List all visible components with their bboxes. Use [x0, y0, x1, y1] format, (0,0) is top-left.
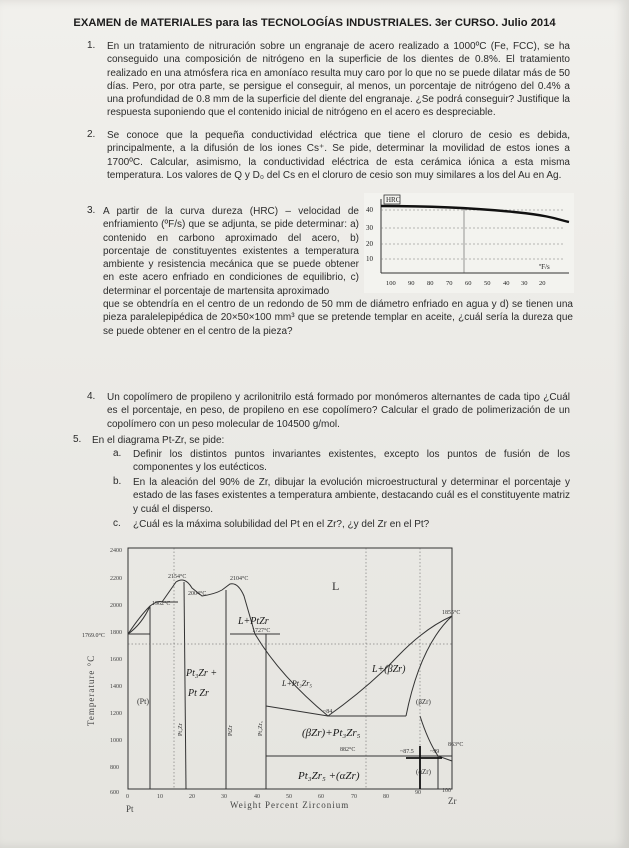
region-pt: (Pt) [137, 697, 149, 706]
pt3zr-line [184, 582, 186, 789]
temp-2104: 2104°C [230, 576, 249, 582]
region-azr: (αZr) [416, 768, 431, 776]
hardness-xtick-90: 90 [408, 280, 415, 287]
hand-l-ptzr: L+PtZr [238, 616, 269, 627]
xtick-90: 90 [415, 790, 421, 796]
xtick-80: 80 [383, 794, 389, 800]
q1-text: En un tratamiento de nitruración sobre un engranaje de acero realizado a 1000ºC (Fe, FCC), se ha conseguido una composición de nitrógeno en la superficie de los dientes de 0.8%. El tratamiento realizado en una atmósfera rica en amoníaco resulta muy caro por lo que no se puede dilatar más de 50 días. Pero, por otra parte, se persigue el conseguir, al menos, un porcentaje de nitrógeno del 0.4% a una profundidad de 0.8 mm de la superficie del diente del engranaje. ¿Se podrá conseguir? Justifique la respuesta suponiendo que el contenido inicial de nitrógeno en el acero es despreciable. [107, 41, 570, 119]
xtick-20: 20 [189, 794, 195, 800]
hardness-ytick-30: 30 [366, 224, 373, 232]
hardness-xtick-40: 40 [503, 280, 510, 287]
diagram-xlabel: Weight Percent Zirconium [230, 800, 350, 810]
q1-number: 1. [87, 40, 96, 51]
hand-pt3zr-ptzr-1: Pt₃Zr + [186, 668, 218, 679]
hardness-ytick-20: 20 [366, 240, 373, 248]
q2-number: 2. [87, 129, 96, 140]
xtick-30: 30 [221, 794, 227, 800]
q4-number: 4. [87, 391, 96, 402]
q3-number: 3. [87, 205, 96, 216]
hardness-xtick-30: 30 [521, 280, 528, 287]
comp-99: ~99 [430, 749, 440, 755]
hand-l-bzr: L+(βZr) [372, 664, 406, 675]
xtick-0: 0 [126, 794, 129, 800]
q4-text: Un copolímero de propileno y acrilonitrilo está formado por monómeros alternantes de cada tipo ¿Cuál es el porcentaje, en peso, de propileno en ese copolímero? Calcular el grado de polimerización de un copolímero con un peso molecular de 104500 g/mol. [107, 392, 570, 430]
exam-title: EXAMEN de MATERIALES para las TECNOLOGÍAS INDUSTRIALES. 3er CURSO. Julio 2014 [73, 17, 556, 29]
q5a-text: Definir los distintos puntos invariantes existentes, excepto los puntos de fusión de los componentes y los eutécticos. [133, 449, 570, 474]
xtick-100: 100 [442, 788, 451, 794]
hardness-xtick-80: 80 [427, 280, 434, 287]
hardness-xtick-70: 70 [446, 280, 453, 287]
region-liquid: L [332, 579, 340, 593]
hardness-chart [364, 193, 574, 293]
region-bzr: (βZr) [416, 698, 431, 706]
temp-2004: 2004°C [188, 591, 207, 597]
q5c-label: c. [113, 518, 121, 529]
ytick-1600: 1600 [110, 657, 122, 663]
q5-text: En el diagrama Pt-Zr, se pide: [92, 435, 225, 446]
q5a-label: a. [113, 448, 122, 459]
xtick-10: 10 [157, 794, 163, 800]
q5c-text: ¿Cuál es la máxima solubilidad del Pt en el Zr?, ¿y del Zr en el Pt? [133, 519, 430, 530]
liquidus-line [128, 580, 452, 716]
q5-number: 5. [73, 434, 82, 445]
diagram-left-element: Pt [126, 804, 134, 814]
xtick-70: 70 [351, 794, 357, 800]
xtick-50: 50 [286, 794, 292, 800]
ytick-600: 600 [110, 790, 119, 796]
hardness-ylabel: HRC [386, 196, 401, 204]
temp-1962: 1962°C [152, 601, 171, 607]
ytick-1000: 1000 [110, 738, 122, 744]
ytick-2000: 2000 [110, 603, 122, 609]
hand-bzr-pt3zr5: (βZr)+Pt₃Zr₅ [302, 727, 361, 739]
hand-pt3zr5-azr: Pt₃Zr₅ +(αZr) [298, 770, 360, 782]
xtick-40: 40 [254, 794, 260, 800]
hardness-xtick-50: 50 [484, 280, 491, 287]
phase-pt3zr-label: Pt₃Zr [178, 723, 184, 736]
comp-84: ~84 [323, 709, 333, 715]
hardness-ytick-40: 40 [366, 206, 373, 214]
ytick-800: 800 [110, 765, 119, 771]
hardness-ytick-10: 10 [366, 255, 373, 263]
pt-zr-phase-diagram [80, 536, 465, 820]
temp-863: 863°C [448, 742, 464, 748]
ytick-1800: 1800 [110, 630, 122, 636]
temp-2154: 2154°C [168, 574, 187, 580]
temp-1855: 1855°C [442, 610, 461, 616]
q3-text-column: A partir de la curva dureza (HRC) – velocidad de enfriamiento (ºF/s) que se adjunta, se pide determinar: a) contenido en carbono aproximado del acero, b) porcentaje de constituyentes existentes a temperatura ambiente y resistencia mecánica que se puede obtener en este acero enfriado en condiciones de equilibrio, c) determinar el porcentaje de martensita aproximado [103, 206, 359, 297]
hand-l-pt3zr5: L+Pt₃Zr₅ [282, 679, 313, 688]
hardness-xlabel: ºF/s [539, 263, 550, 271]
ytick-1400: 1400 [110, 684, 122, 690]
xtick-60: 60 [318, 794, 324, 800]
q3-text-full: que se obtendría en el centro de un redondo de 50 mm de diámetro enfriado en agua y d) se tienen una pieza paralelepipédica de 20×50×100 mm³ que se pretende templar en aceite, ¿cuál sería la dureza que se puede obtener en el centro de la pieza? [103, 299, 573, 337]
hardness-xtick-60: 60 [465, 280, 472, 287]
temp-882: 882°C [340, 747, 356, 753]
ytick-2200: 2200 [110, 576, 122, 582]
ytick-1200: 1200 [110, 711, 122, 717]
q2-text: Se conoce que la pequeña conductividad eléctrica que tiene el cloruro de cesio es debida, principalmente, a la difusión de los iones Cs⁺. Se pide, determinar la movilidad de estos iones a 1700ºC. Calcular, asimismo, la conductividad eléctrica de esta cerámica iónica a esta misma temperatura. Los valores de Q y D₀ del Cs en el cloruro de cesio son muy similares a los del Au en Ag. [107, 130, 570, 181]
hand-pt3zr-ptzr-2: Pt Zr [188, 688, 209, 699]
q5b-label: b. [113, 476, 122, 487]
phase-pt3zr5-label: Pt₃Zr₅ [258, 721, 264, 736]
q5b-text: En la aleación del 90% de Zr, dibujar la evolución microestructural y determinar el porcentaje y estado de las fases existentes a temperatura ambiente, destacando cuál es el constituyente matriz y cuál el disperso. [133, 477, 570, 515]
phase-ptzr-label: PtZr [228, 725, 234, 736]
temp-1727: 1727°C [252, 628, 271, 634]
comp-87-5: ~87.5 [400, 749, 414, 755]
diagram-ylabel: Temperature °C [86, 654, 96, 726]
temp-1769: 1769.0°C [82, 633, 105, 639]
hardness-xtick-20: 20 [539, 280, 546, 287]
diagram-right-element: Zr [448, 796, 457, 806]
hardness-xtick-100: 100 [386, 280, 396, 287]
ytick-2400: 2400 [110, 548, 122, 554]
